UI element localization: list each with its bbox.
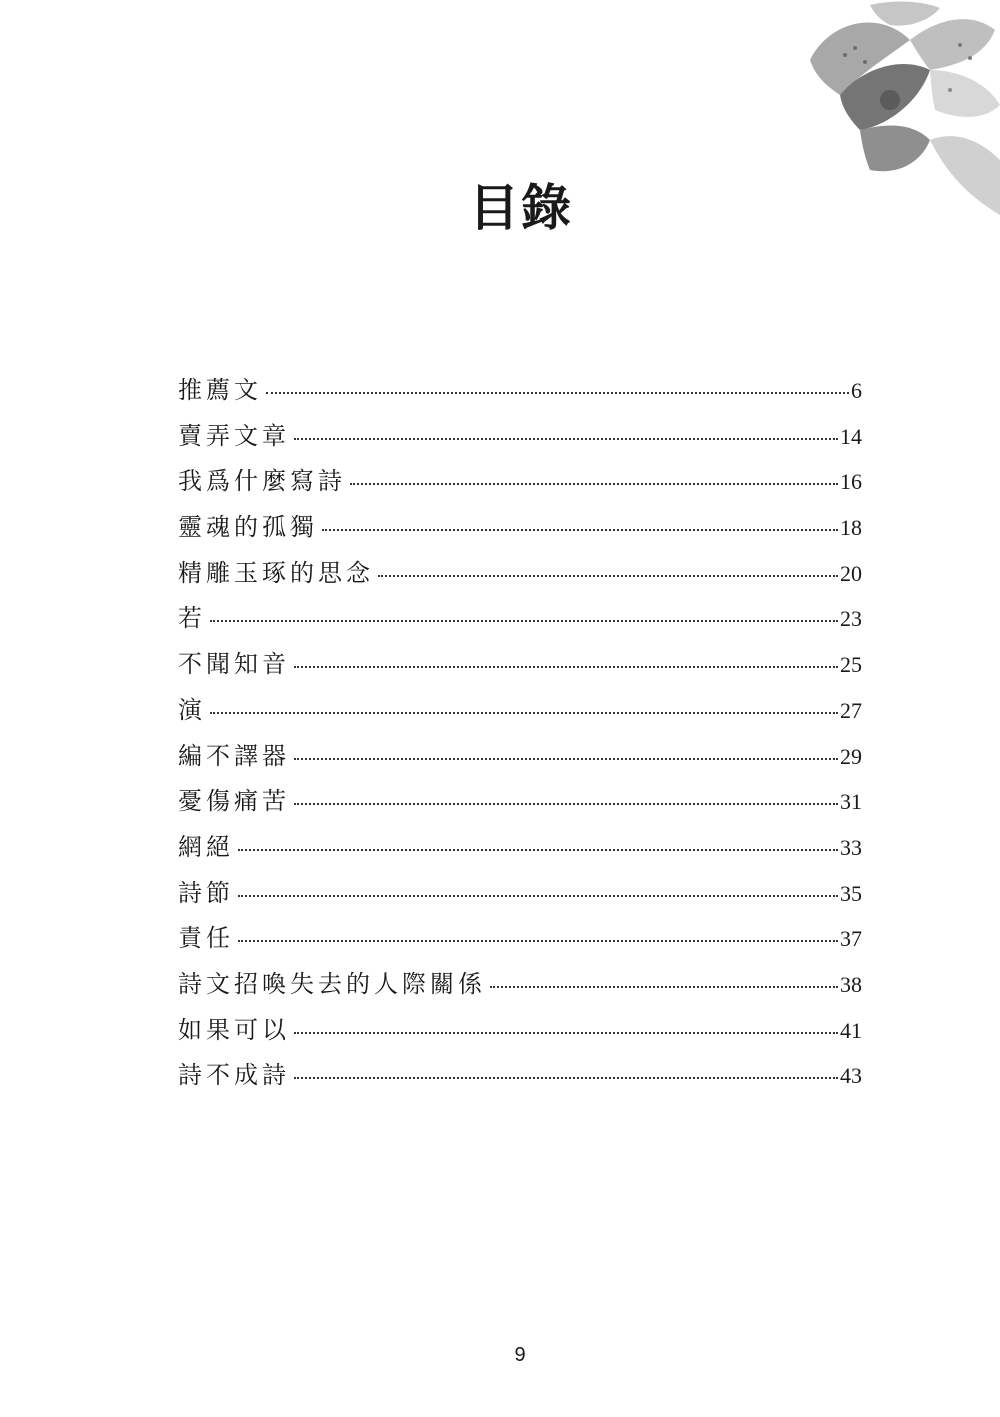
toc-entry-title: 演 xyxy=(178,695,206,724)
toc-entry-page: 14 xyxy=(840,423,862,449)
toc-entry[interactable] xyxy=(178,370,862,416)
toc-entry-title: 若 xyxy=(178,604,206,633)
toc-leader-dots xyxy=(322,529,838,531)
toc-entry[interactable] xyxy=(178,690,862,736)
toc-entry-page: 31 xyxy=(840,789,862,815)
toc-entry[interactable] xyxy=(178,827,862,873)
page-title: 目錄 xyxy=(469,179,573,237)
toc-entry-title: 詩不成詩 xyxy=(178,1061,290,1090)
toc-entry-page: 35 xyxy=(840,880,862,906)
toc-leader-dots xyxy=(490,986,838,988)
toc-entry-title: 憂傷痛苦 xyxy=(178,787,290,816)
toc-leader-dots xyxy=(210,620,838,622)
toc-entry[interactable] xyxy=(178,964,862,1010)
toc-entry-page: 43 xyxy=(840,1063,862,1089)
toc-entry-title: 詩節 xyxy=(178,878,234,907)
toc-entry-page: 25 xyxy=(840,652,862,678)
toc-entry-page: 33 xyxy=(840,834,862,860)
toc-entry[interactable] xyxy=(178,553,862,599)
toc-entry-title: 靈魂的孤獨 xyxy=(178,513,318,542)
toc-entry-page: 38 xyxy=(840,971,862,997)
toc-entry-title: 編不譯器 xyxy=(178,741,290,770)
toc-entry-title: 精雕玉琢的思念 xyxy=(178,558,374,587)
toc-leader-dots xyxy=(238,849,838,851)
toc-entry-title: 網絕 xyxy=(178,832,234,861)
toc-entry-title: 責任 xyxy=(178,924,234,953)
toc-leader-dots xyxy=(294,758,838,760)
toc-entry[interactable] xyxy=(178,644,862,690)
toc-leader-dots xyxy=(210,712,838,714)
toc-entry-title: 我爲什麼寫詩 xyxy=(178,467,346,496)
toc-leader-dots xyxy=(266,392,849,394)
toc-entry[interactable] xyxy=(178,507,862,553)
toc-entry-page: 18 xyxy=(840,515,862,541)
toc-entry-title: 不聞知音 xyxy=(178,650,290,679)
toc-leader-dots xyxy=(294,666,838,668)
toc-entry-page: 16 xyxy=(840,469,862,495)
toc-entry-page: 29 xyxy=(840,743,862,769)
toc-entry[interactable] xyxy=(178,873,862,919)
toc-entry[interactable] xyxy=(178,598,862,644)
toc-leader-dots xyxy=(294,1032,838,1034)
toc-entry-title: 如果可以 xyxy=(178,1015,290,1044)
toc-entry[interactable] xyxy=(178,1010,862,1056)
toc-entry-page: 6 xyxy=(851,378,862,403)
toc-entry-page: 37 xyxy=(840,926,862,952)
toc-entry[interactable] xyxy=(178,1055,862,1101)
toc-leader-dots xyxy=(378,575,838,577)
table-of-contents xyxy=(178,370,862,1101)
toc-entry-page: 27 xyxy=(840,697,862,723)
toc-entry-page: 20 xyxy=(840,560,862,586)
toc-leader-dots xyxy=(238,895,838,897)
toc-entry[interactable] xyxy=(178,781,862,827)
toc-entry-page: 41 xyxy=(840,1017,862,1043)
toc-entry[interactable] xyxy=(178,736,862,782)
toc-entry[interactable] xyxy=(178,918,862,964)
toc-leader-dots xyxy=(294,803,838,805)
toc-leader-dots xyxy=(350,483,838,485)
toc-entry[interactable] xyxy=(178,461,862,507)
toc-leader-dots xyxy=(294,1077,838,1079)
toc-entry-title: 詩文招喚失去的人際關係 xyxy=(178,969,486,998)
toc-entry-title: 推薦文 xyxy=(178,376,262,404)
toc-leader-dots xyxy=(294,438,838,440)
toc-entry-page: 23 xyxy=(840,606,862,632)
toc-entry-title: 賣弄文章 xyxy=(178,421,290,450)
page-number: 9 xyxy=(514,1344,526,1366)
toc-entry[interactable] xyxy=(178,416,862,462)
toc-leader-dots xyxy=(238,940,838,942)
